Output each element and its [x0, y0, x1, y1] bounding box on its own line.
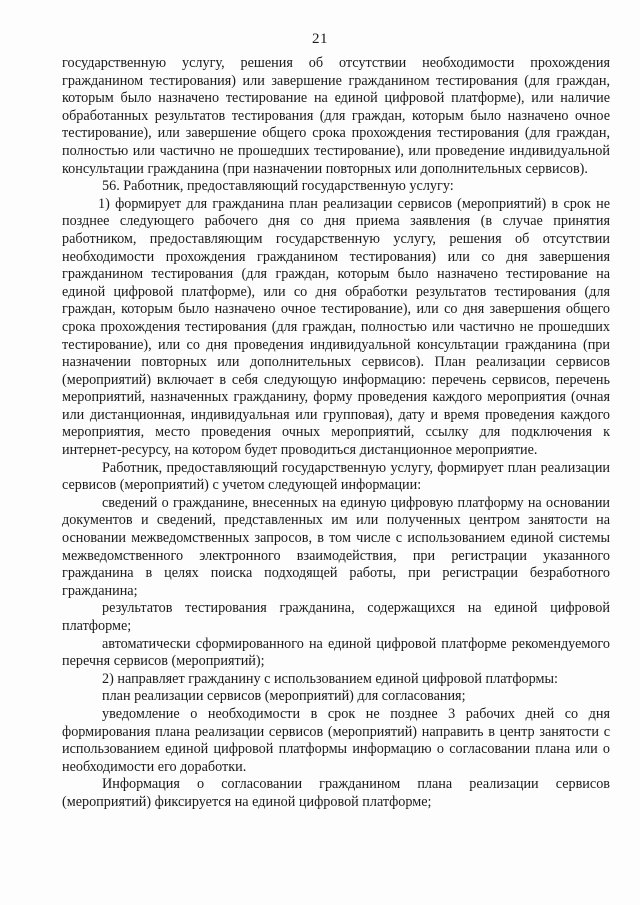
paragraph-plan-approval: план реализации сервисов (мероприятий) для согласования; [102, 688, 466, 705]
paragraph-approval-recorded: Информация о согласовании гражданином плана реализации сервисов (мероприятий) фиксируется на единой цифровой платформе; [62, 776, 610, 810]
paragraph-subitem-2: 2) направляет гражданину с использованием единой цифровой платформы: [102, 670, 558, 687]
paragraph-plan-info: Работник, предоставляющий государственную услугу, формирует план реализации сервисов (мероприятий) с учетом следующей информации: [62, 459, 610, 494]
page-number: 21 [312, 31, 328, 47]
paragraph-item-56: 56. Работник, предоставляющий государственную услугу: [102, 178, 454, 195]
paragraph-subitem-1: 1) формирует для гражданина план реализации сервисов (мероприятий) в срок не позднее следующего рабочего дня со дня приема заявления (в случае принятия работником, предоставляющим государственную услугу, решения об отсутствии необходимости прохождения гражданином тестирования) или со дня завершения гражданином тестирования (для граждан, которым было назначено тестирование на единой цифровой платформе), или со дня обработки результатов тестирования (для граждан, которым было назначено очное тестирование), или со дня завершения общего срока прохождения тестирования (для граждан, полностью или частично не прошедших тестирование), или со дня проведения индивидуальной консультации гражданина (при назначении повторных или дополнительных сервисов). План реализации сервисов (мероприятий) включает в себя следующую информацию: перечень сервисов, перечень мероприятий, назначенных гражданину, форму проведения каждого мероприятия (очная или дистанционная, индивидуальная или групповая), дату и время проведения каждого мероприятия, место проведения очных мероприятий, ссылку для подключения к интернет-ресурсу, на котором будет проводиться дистанционное мероприятие. [62, 195, 610, 459]
paragraph-auto-list: автоматически сформированного на единой цифровой платформе рекомендуемого перечня сервисов (мероприятий); [62, 635, 610, 670]
document-body [62, 55, 610, 812]
paragraph-citizen-info: сведений о гражданине, внесенных на единую цифровую платформу на основании документов и сведений, представленных им или полученных центром занятости на основании межведомственных запросов, в том числе с использованием единой системы межведомственного электронного взаимодействия, при регистрации указанного гражданина в целях поиска подходящей работы, при регистрации безработного гражданина; [62, 494, 610, 599]
paragraph-notification: уведомление о необходимости в срок не позднее 3 рабочих дней со дня формирования плана реализации сервисов (мероприятий) направить в центр занятости с использованием единой цифровой платформы информацию о согласовании плана или о необходимости его доработки. [62, 705, 610, 775]
paragraph-test-results: результатов тестирования гражданина, содержащихся на единой цифровой платформе; [62, 600, 610, 634]
paragraph-continuation: государственную услугу, решения об отсутствии необходимости прохождения гражданином тестирования) или завершение гражданином тестирования (для граждан, которым было назначено тестирование на единой цифровой платформе), или наличие обработанных результатов тестирования (для граждан, которым было назначено очное тестирование), или завершение общего срока прохождения тестирования (для граждан, полностью или частично не прошедших тестирование), или проведение индивидуальной консультации гражданина (при назначении повторных или дополнительных сервисов). [62, 55, 610, 177]
